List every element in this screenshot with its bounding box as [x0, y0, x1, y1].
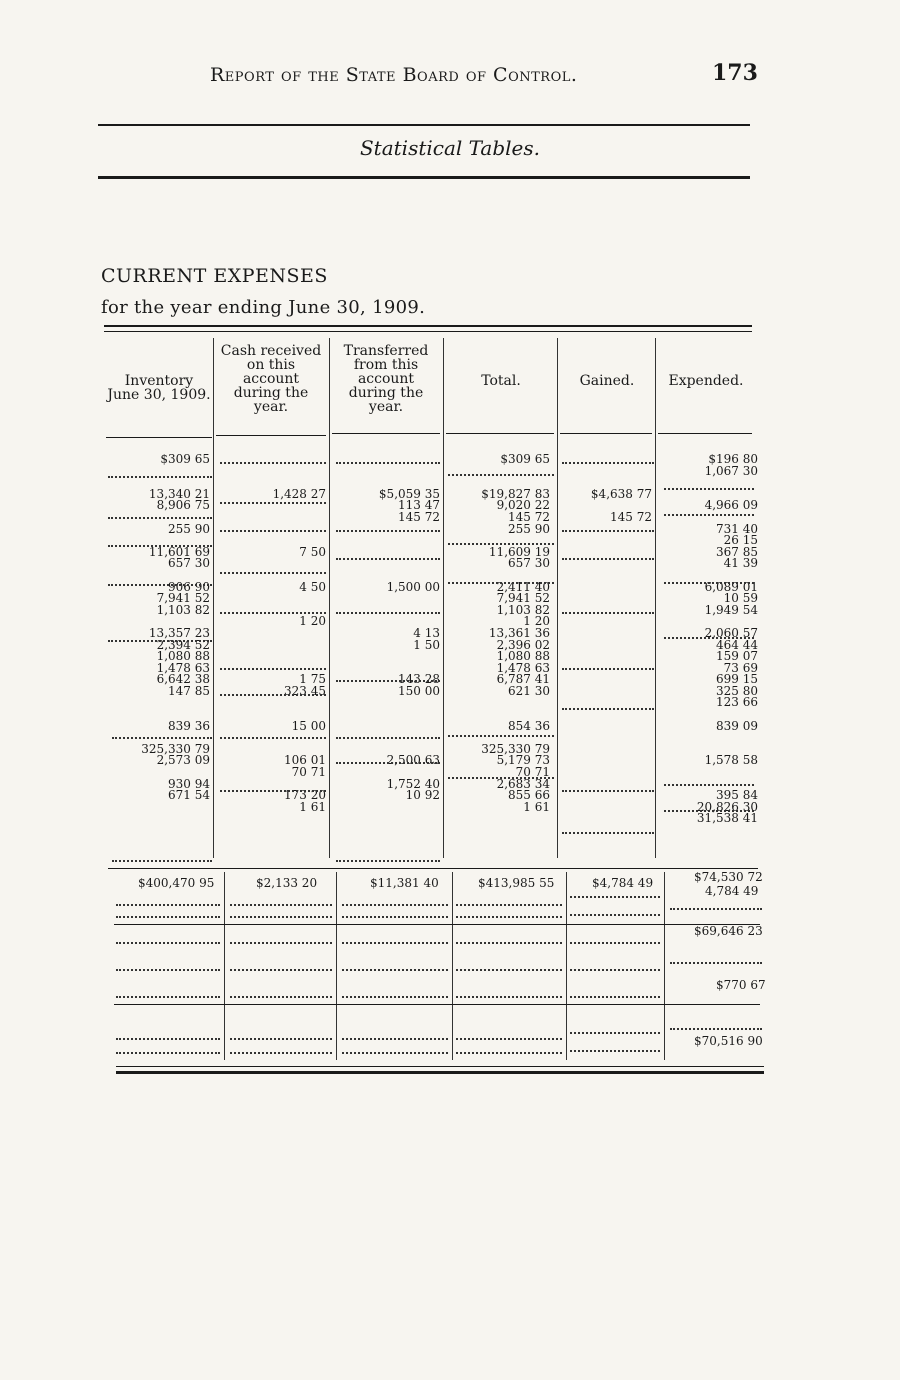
dot-leader	[116, 1052, 220, 1054]
col-header-inventory: Inventory June 30, 1909.	[107, 373, 211, 403]
dot-leader	[108, 545, 212, 547]
dot-leader	[336, 462, 440, 464]
table-top-rule	[104, 325, 752, 327]
dot-leader	[670, 1028, 762, 1030]
total-transferred: $11,381 40	[370, 876, 439, 890]
dot-leader	[448, 582, 554, 584]
dot-leader	[230, 942, 332, 944]
dot-leader	[570, 1032, 660, 1034]
col-separator	[566, 872, 567, 1060]
dot-leader	[342, 969, 448, 971]
total-cash-received: $2,133 20	[256, 876, 318, 890]
table-bottom-rule	[116, 1066, 764, 1067]
expended-additional: $770 67	[716, 978, 766, 992]
dot-leader	[562, 790, 654, 792]
dot-leader	[456, 916, 562, 918]
dot-leader	[562, 832, 654, 834]
dot-leader	[230, 916, 332, 918]
section-subtitle: for the year ending June 30, 1909.	[101, 297, 426, 318]
expended-values: $196 80 1,067 30 4,966 09 731 40 26 15 367 85 41 39 6,089 01 10 59 1,949 54 2,060 57 464 44 159 07 73 69 699 15 325 80 123 66 839 09 1,578 58 395 84 20,826 30 31,538 41	[696, 452, 758, 826]
total-total: $413,985 55	[478, 876, 555, 890]
header-underline	[106, 437, 212, 438]
cash-received-values: 1,428 27 7 50 4 50 1 20 1 75 323 45 15 00 106 01 70 71 173 20 1 61	[272, 486, 326, 814]
dot-leader	[108, 517, 212, 519]
header-underline	[560, 433, 652, 434]
subtitle-rule	[98, 176, 750, 179]
dot-leader	[664, 582, 754, 584]
dot-leader	[570, 1050, 660, 1052]
dot-leader	[664, 637, 754, 639]
dot-leader	[570, 896, 660, 898]
dot-leader	[230, 1038, 332, 1040]
dot-leader	[336, 530, 440, 532]
table-bottom-rule-2	[116, 1071, 764, 1074]
dot-leader	[220, 612, 326, 614]
dot-leader	[664, 488, 754, 490]
total-gained: $4,784 49	[592, 876, 654, 890]
dot-leader	[220, 462, 326, 464]
dot-leader	[664, 810, 754, 812]
dot-leader	[116, 916, 220, 918]
dot-leader	[562, 668, 654, 670]
dot-leader	[562, 530, 654, 532]
dot-leader	[342, 996, 448, 998]
dot-leader	[336, 558, 440, 560]
dot-leader	[336, 762, 440, 764]
dot-leader	[448, 777, 554, 779]
running-title: Report of the State Board of Control.	[210, 64, 578, 86]
dot-leader	[336, 680, 440, 682]
lower-rule-2	[114, 1004, 760, 1005]
totals-rule	[108, 868, 758, 869]
transferred-values: $5,059 35 113 47 145 72 1,500 00 4 13 1 50 143 28 150 00 2,500 63 1,752 40 10 92	[378, 486, 440, 803]
dot-leader	[456, 904, 562, 906]
expended-net: $69,646 23	[694, 924, 763, 938]
dot-leader	[220, 694, 326, 696]
header-underline	[658, 433, 752, 434]
dot-leader	[448, 735, 554, 737]
dot-leader	[342, 1038, 448, 1040]
total-inventory: $400,470 95	[138, 876, 215, 890]
dot-leader	[562, 558, 654, 560]
col-separator	[336, 872, 337, 1060]
dot-leader	[570, 996, 660, 998]
col-header-expended: Expended.	[668, 373, 744, 389]
total-values: $309 65 $19,827 83 9,020 22 145 72 255 90 11,609 19 657 30 2,411 40 7,941 52 1,103 82 1 20 13,361 36 2,396 02 1,080 88 1,478 63 6,787 41 621 30 854 36 325,330 79 5,179 73 70 71 2,683 34 855 66 1 61	[481, 452, 550, 814]
dot-leader	[448, 474, 554, 476]
total-expended: $74,530 72	[694, 870, 763, 884]
dot-leader	[116, 996, 220, 998]
dot-leader	[342, 904, 448, 906]
dot-leader	[570, 942, 660, 944]
dot-leader	[670, 962, 762, 964]
dot-leader	[230, 1052, 332, 1054]
expended-final-total: $70,516 90	[694, 1034, 763, 1048]
dot-leader	[342, 916, 448, 918]
page-number: 173	[712, 60, 758, 86]
dot-leader	[664, 784, 754, 786]
col-separator	[443, 338, 444, 858]
dot-leader	[456, 969, 562, 971]
header-underline	[216, 435, 326, 436]
header-underline	[332, 433, 440, 434]
dot-leader	[342, 942, 448, 944]
dot-leader	[562, 612, 654, 614]
gained-values: $4,638 77 145 72	[590, 486, 652, 524]
dot-leader	[116, 969, 220, 971]
table-top-rule-2	[104, 331, 752, 332]
dot-leader	[116, 942, 220, 944]
col-separator	[557, 338, 558, 858]
col-separator	[213, 338, 214, 858]
dot-leader	[336, 612, 440, 614]
lower-rule	[114, 924, 760, 925]
dot-leader	[230, 904, 332, 906]
section-title: CURRENT EXPENSES	[101, 265, 328, 287]
dot-leader	[220, 668, 326, 670]
col-separator	[664, 872, 665, 1060]
dot-leader	[336, 860, 440, 862]
dot-leader	[562, 462, 654, 464]
dot-leader	[108, 476, 212, 478]
dot-leader	[456, 1038, 562, 1040]
dot-leader	[570, 914, 660, 916]
dot-leader	[108, 640, 212, 642]
dot-leader	[220, 530, 326, 532]
col-header-total: Total.	[481, 373, 521, 389]
col-separator	[655, 338, 656, 858]
col-separator	[329, 338, 330, 858]
dot-leader	[220, 502, 326, 504]
dot-leader	[342, 1052, 448, 1054]
col-separator	[224, 872, 225, 1060]
dot-leader	[664, 514, 754, 516]
dot-leader	[220, 572, 326, 574]
dot-leader	[108, 584, 212, 586]
dot-leader	[570, 969, 660, 971]
page-subtitle: Statistical Tables.	[359, 136, 541, 160]
inventory-values: $309 65 13,340 21 8,906 75 255 90 11,601 69 657 30 906 90 7,941 52 1,103 82 13,357 23 2,394 52 1,080 88 1,478 63 6,642 38 147 85 839 36 325,330 79 2,573 09 930 94 671 54	[141, 452, 210, 803]
top-rule	[98, 124, 750, 126]
dot-leader	[562, 708, 654, 710]
col-header-gained: Gained.	[579, 373, 635, 389]
dot-leader	[456, 942, 562, 944]
dot-leader	[112, 860, 212, 862]
dot-leader	[230, 969, 332, 971]
dot-leader	[220, 790, 326, 792]
dot-leader	[112, 737, 212, 739]
header-underline	[446, 433, 554, 434]
dot-leader	[116, 904, 220, 906]
col-header-transferred: Transferred from this account during the year.	[343, 343, 429, 415]
dot-leader	[116, 1038, 220, 1040]
dot-leader	[336, 737, 440, 739]
total-expended-gained: 4,784 49	[705, 884, 759, 898]
dot-leader	[456, 1052, 562, 1054]
col-header-cash-received: Cash received on this account during the year.	[220, 343, 322, 415]
dot-leader	[456, 996, 562, 998]
dot-leader	[448, 543, 554, 545]
col-separator	[452, 872, 453, 1060]
dot-leader	[230, 996, 332, 998]
dot-leader	[670, 908, 762, 910]
dot-leader	[220, 737, 326, 739]
